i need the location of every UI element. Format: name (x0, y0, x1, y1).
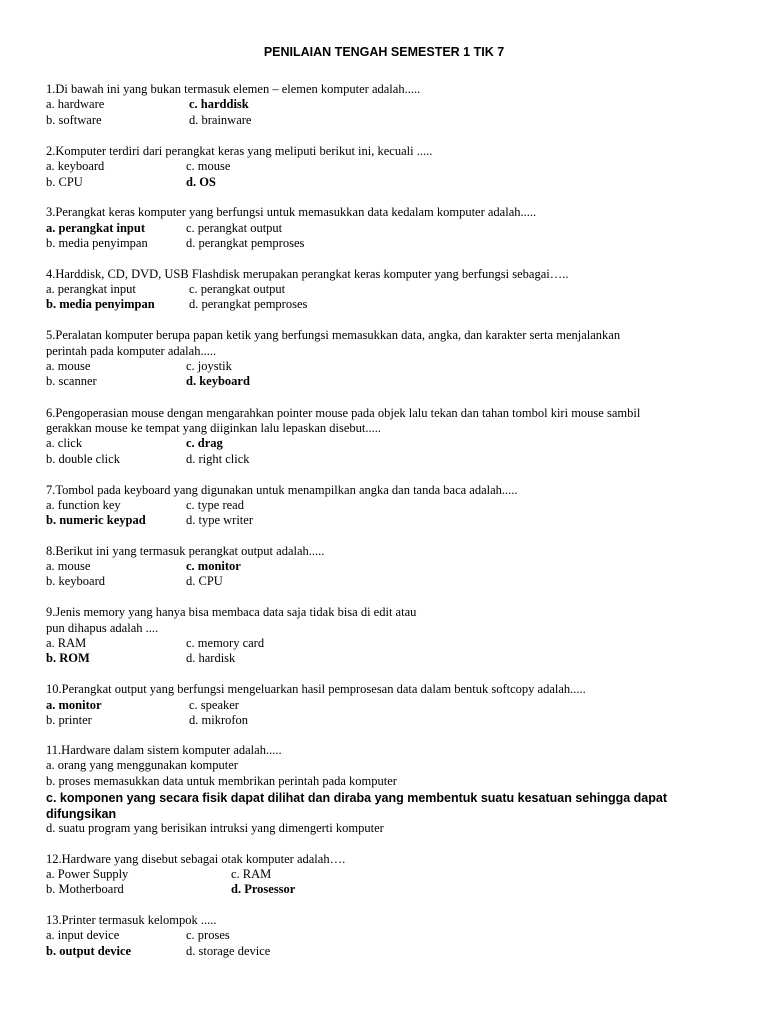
question-9-option-c: c. memory card (186, 636, 265, 650)
question-10-text: 10.Perangkat output yang berfungsi mengeluarkan hasil pemprosesan data dalam bentuk softcopy adalah..... (46, 682, 586, 696)
question-2-text: 2.Komputer terdiri dari perangkat keras yang meliputi berikut ini, kecuali ..... (46, 144, 433, 158)
question-11-option-a: a. orang yang menggunakan komputer (46, 758, 238, 772)
question-13-option-c: c. proses (186, 928, 230, 942)
question-8-option-d: d. CPU (186, 574, 223, 588)
question-3-option-a: a. perangkat input (46, 221, 145, 235)
question-12-option-b: b. Motherboard (46, 882, 124, 896)
question-8-option-a: a. mouse (46, 559, 91, 573)
question-6-option-a: a. click (46, 436, 83, 450)
question-6-option-c: c. drag (186, 436, 223, 450)
question-7-option-a: a. function key (46, 498, 121, 512)
question-5-text-continued: perintah pada komputer adalah..... (46, 344, 217, 358)
question-5-option-d: d. keyboard (186, 374, 250, 388)
question-7-option-d: d. type writer (186, 513, 253, 527)
question-4-text: 4.Harddisk, CD, DVD, USB Flashdisk merupakan perangkat keras komputer yang berfungsi sebagai….. (46, 267, 569, 281)
question-3-text: 3.Perangkat keras komputer yang berfungsi untuk memasukkan data kedalam komputer adalah..... (46, 205, 537, 219)
question-12-option-a: a. Power Supply (46, 867, 129, 881)
question-9-text: 9.Jenis memory yang hanya bisa membaca data saja tidak bisa di edit atau (46, 605, 417, 619)
question-3-option-c: c. perangkat output (186, 221, 283, 235)
question-4-option-b: b. media penyimpan (46, 297, 155, 311)
question-8-option-b: b. keyboard (46, 574, 106, 588)
question-8-option-c: c. monitor (186, 559, 241, 573)
question-4-option-a: a. perangkat input (46, 282, 136, 296)
question-5-option-c: c. joystik (186, 359, 232, 373)
question-10-option-d: d. mikrofon (189, 713, 249, 727)
question-5-option-a: a. mouse (46, 359, 91, 373)
question-12-option-c: c. RAM (231, 867, 272, 881)
question-13-option-d: d. storage device (186, 944, 271, 958)
question-2-option-a: a. keyboard (46, 159, 105, 173)
question-6-option-d: d. right click (186, 452, 250, 466)
question-8-text: 8.Berikut ini yang termasuk perangkat output adalah..... (46, 544, 325, 558)
question-1-option-a: a. hardware (46, 97, 105, 111)
page-title: PENILAIAN TENGAH SEMESTER 1 TIK 7 (263, 45, 505, 59)
question-2-option-b: b. CPU (46, 175, 83, 189)
question-10-option-a: a. monitor (46, 698, 102, 712)
question-13-text: 13.Printer termasuk kelompok ..... (46, 913, 217, 927)
question-2-option-d: d. OS (186, 175, 216, 189)
question-7-option-c: c. type read (186, 498, 244, 512)
question-9-option-b: b. ROM (46, 651, 90, 665)
question-12-text: 12.Hardware yang disebut sebagai otak komputer adalah…. (46, 852, 346, 866)
question-11-option-c: c. komponen yang secara fisik dapat dilihat dan diraba yang membentuk suatu kesatuan sehingga dapat difungsikan (46, 791, 667, 821)
question-6-text: 6.Pengoperasian mouse dengan mengarahkan pointer mouse pada objek lalu tekan dan tahan tombol kiri mouse sambil (46, 406, 641, 420)
question-5-option-b: b. scanner (46, 374, 97, 388)
question-1-option-d: d. brainware (189, 113, 252, 127)
question-1-option-c: c. harddisk (189, 97, 249, 111)
question-11-option-b: b. proses memasukkan data untuk membrikan perintah pada komputer (46, 774, 397, 788)
question-10-option-b: b. printer (46, 713, 92, 727)
question-5-text: 5.Peralatan komputer berupa papan ketik yang berfungsi memasukkan data, angka, dan karakter serta menjalankan (46, 328, 621, 342)
question-3-option-d: d. perangkat pemproses (186, 236, 305, 250)
question-6-text-continued: gerakkan mouse ke tempat yang diiginkan lalu lepaskan disebut..... (46, 421, 381, 435)
question-4-option-c: c. perangkat output (189, 282, 286, 296)
question-7-text: 7.Tombol pada keyboard yang digunakan untuk menampilkan angka dan tanda baca adalah..... (46, 483, 518, 497)
question-13-option-a: a. input device (46, 928, 120, 942)
question-2-option-c: c. mouse (186, 159, 231, 173)
question-1-text: 1.Di bawah ini yang bukan termasuk elemen – elemen komputer adalah..... (46, 82, 421, 96)
question-9-text-continued: pun dihapus adalah .... (46, 621, 159, 635)
question-4-option-d: d. perangkat pemproses (189, 297, 308, 311)
question-6-option-b: b. double click (46, 452, 120, 466)
question-9-option-d: d. hardisk (186, 651, 236, 665)
question-13-option-b: b. output device (46, 944, 132, 958)
question-3-option-b: b. media penyimpan (46, 236, 148, 250)
question-7-option-b: b. numeric keypad (46, 513, 146, 527)
question-9-option-a: a. RAM (46, 636, 87, 650)
question-11-text: 11.Hardware dalam sistem komputer adalah..... (46, 743, 282, 757)
question-10-option-c: c. speaker (189, 698, 239, 712)
question-11-option-d: d. suatu program yang berisikan intruksi yang dimengerti komputer (46, 821, 384, 835)
question-12-option-d: d. Prosessor (231, 882, 296, 896)
question-1-option-b: b. software (46, 113, 102, 127)
